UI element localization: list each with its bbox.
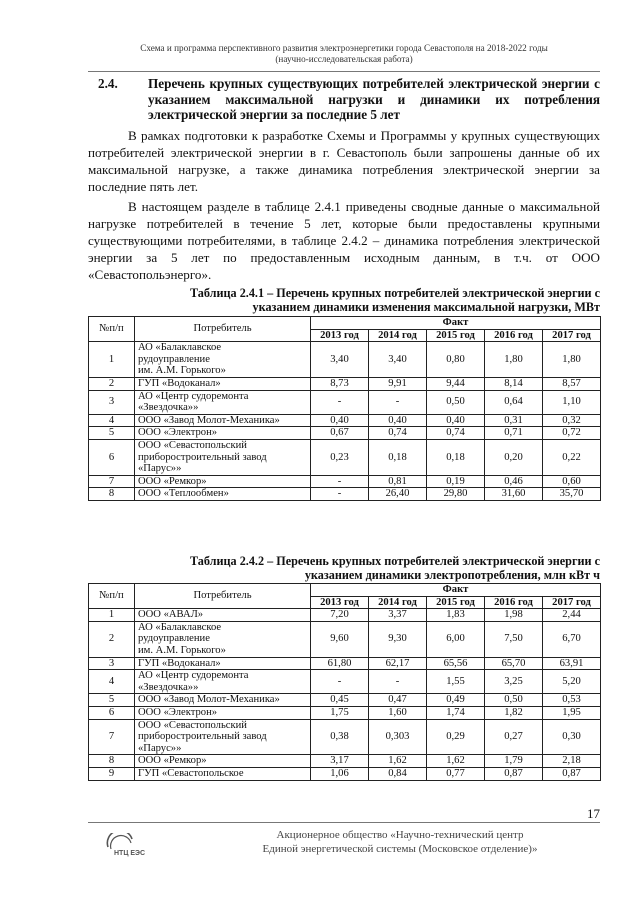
consumer-name [135,755,311,768]
value-cell: 0,71 [485,427,543,440]
consumer-name [135,439,311,475]
value-cell: 0,31 [485,414,543,427]
row-number: 5 [89,427,135,440]
value-cell: 8,14 [485,377,543,390]
value-cell: 9,44 [427,377,485,390]
section-title: Перечень крупных существующих потребителей электрической энергии с указанием максимальной нагрузки и динамики их потребления электрической энергии за последние 5 лет [148,76,600,122]
consumer-name-line: «Парус»» [138,463,182,475]
row-number: 2 [89,377,135,390]
value-cell: 3,37 [369,609,427,622]
consumer-name-line: ООО «Теплообмен» [138,488,229,500]
consumer-name [135,694,311,707]
value-cell: 61,80 [311,657,369,670]
table2-caption [130,554,600,582]
value-cell: 1,95 [543,706,601,719]
consumer-name [135,342,311,378]
max-load-table [88,316,601,501]
header-line-1: Схема и программа перспективного развития электроэнергетики города Севастополя на 2018-2022 годы [140,43,548,53]
consumption-table [88,583,601,781]
consumer-name [135,706,311,719]
column-header-year: 2016 год [485,329,543,342]
value-cell: 2,44 [543,609,601,622]
table-row [89,719,601,755]
value-cell: 3,40 [369,342,427,378]
value-cell: 0,23 [311,439,369,475]
value-cell: - [369,390,427,414]
value-cell: 65,56 [427,657,485,670]
value-cell: 0,49 [427,694,485,707]
table-row [89,657,601,670]
column-header-year: 2015 год [427,329,485,342]
value-cell: 9,60 [311,621,369,657]
value-cell: 0,29 [427,719,485,755]
table-row [89,670,601,694]
table1-caption-line-2: указанием динамики изменения максимальной нагрузки, МВт [252,300,600,314]
consumer-name-line: ГУП «Водоканал» [138,377,221,389]
value-cell: 0,77 [427,767,485,780]
consumer-name [135,414,311,427]
column-header-year: 2013 год [311,329,369,342]
row-number: 6 [89,706,135,719]
value-cell: 1,60 [369,706,427,719]
value-cell: 5,20 [543,670,601,694]
table-row [89,767,601,780]
column-header-consumer: Потребитель [135,584,311,609]
value-cell: 7,20 [311,609,369,622]
running-header [88,43,600,65]
paragraph-tables: В настоящем разделе в таблице 2.4.1 приведены сводные данные о максимальной нагрузке потребителей в течение 5 лет, которые были предоставлены крупными существующими потребителями, в таблице 2.4.2 – динамика потребления электрической энергии за 5 лет по предоставленным исходным данным, в т.ч. от ООО «Севастопольэнерго». [88,199,600,282]
row-number: 8 [89,755,135,768]
value-cell: 1,80 [543,342,601,378]
value-cell: - [311,475,369,488]
value-cell: 0,303 [369,719,427,755]
consumer-name-line: «Звездочка»» [138,681,199,693]
row-number: 2 [89,621,135,657]
consumer-name-line: «Звездочка»» [138,402,199,414]
consumer-name-line: ООО «Севастопольский [138,719,247,731]
consumer-name [135,390,311,414]
value-cell: 29,80 [427,488,485,501]
column-header-year: 2017 год [543,329,601,342]
value-cell: 0,30 [543,719,601,755]
consumer-name-line: ООО «Ремкор» [138,755,207,767]
value-cell: 1,06 [311,767,369,780]
consumer-name-line: ООО «Ремкор» [138,475,207,487]
value-cell: - [311,670,369,694]
column-header-consumer: Потребитель [135,317,311,342]
consumer-name-line: им. А.М. Горького» [138,644,226,656]
value-cell: 1,80 [485,342,543,378]
consumer-name [135,767,311,780]
value-cell: 0,72 [543,427,601,440]
value-cell: 7,50 [485,621,543,657]
row-number: 5 [89,694,135,707]
row-number: 3 [89,390,135,414]
table-row [89,706,601,719]
table-row [89,488,601,501]
column-header-year: 2016 год [485,596,543,609]
value-cell: 0,20 [485,439,543,475]
value-cell: 63,91 [543,657,601,670]
table-row [89,414,601,427]
row-number: 8 [89,488,135,501]
value-cell: 8,73 [311,377,369,390]
row-number: 4 [89,414,135,427]
column-header-fact: Факт [311,317,601,330]
consumer-name-line: АО «Центр судоремонта [138,390,249,402]
value-cell: - [311,390,369,414]
row-number: 3 [89,657,135,670]
section-heading [88,76,600,123]
value-cell: 1,75 [311,706,369,719]
page-number: 17 [587,806,600,821]
value-cell: 3,40 [311,342,369,378]
consumer-name-line: им. А.М. Горького» [138,365,226,377]
consumer-name [135,621,311,657]
consumer-name [135,488,311,501]
value-cell: 0,46 [485,475,543,488]
value-cell: 35,70 [543,488,601,501]
value-cell: 0,19 [427,475,485,488]
table1-caption-line-1: Таблица 2.4.1 – Перечень крупных потребителей электрической энергии с [189,286,600,300]
value-cell: 0,64 [485,390,543,414]
column-header-number: №п/п [89,584,135,609]
table1-caption [130,286,600,314]
logo-text: НТЦ ЕЭС [114,850,146,857]
column-header-year: 2013 год [311,596,369,609]
value-cell: 1,98 [485,609,543,622]
value-cell: 0,45 [311,694,369,707]
table-row [89,621,601,657]
value-cell: 1,79 [485,755,543,768]
header-divider [88,71,600,72]
value-cell: 9,91 [369,377,427,390]
value-cell: 0,27 [485,719,543,755]
table2-caption-line-1: Таблица 2.4.2 – Перечень крупных потребителей электрической энергии с [189,554,600,568]
column-header-year: 2015 год [427,596,485,609]
column-header-fact: Факт [311,584,601,597]
value-cell: 1,55 [427,670,485,694]
table-row [89,694,601,707]
value-cell: 0,38 [311,719,369,755]
value-cell: 0,18 [427,439,485,475]
value-cell: 31,60 [485,488,543,501]
value-cell: 1,83 [427,609,485,622]
company-logo-icon [104,833,160,861]
value-cell: - [311,488,369,501]
consumer-name [135,475,311,488]
value-cell: 9,30 [369,621,427,657]
value-cell: 3,25 [485,670,543,694]
consumer-name-line: АО «Балаклавское [138,621,222,633]
value-cell: 0,50 [485,694,543,707]
consumer-name-line: «Парус»» [138,742,182,754]
consumer-name [135,719,311,755]
consumer-name [135,427,311,440]
value-cell: 0,60 [543,475,601,488]
column-header-year: 2014 год [369,329,427,342]
table2-caption-line-2: указанием динамики электропотребления, млн кВт ч [304,568,600,582]
value-cell: 62,17 [369,657,427,670]
row-number: 4 [89,670,135,694]
value-cell: 0,87 [543,767,601,780]
value-cell: 0,50 [427,390,485,414]
consumer-name-line: ООО «Электрон» [138,706,218,718]
footer-line-2: Единой энергетической системы (Московское отделение)» [262,843,538,855]
consumer-name [135,377,311,390]
consumer-name-line: рудоуправление [138,353,210,365]
value-cell: 0,18 [369,439,427,475]
row-number: 7 [89,475,135,488]
row-number: 9 [89,767,135,780]
consumer-name-line: АО «Балаклавское [138,342,222,354]
value-cell: 0,22 [543,439,601,475]
value-cell: 0,47 [369,694,427,707]
paragraph-intro: В рамках подготовки к разработке Схемы и Программы у крупных существующих потребителей электрической энергии в г. Севастополь были запрошены данные об их максимальной нагрузке, а также динамика потребления электрической энергии за последние пять лет. [88,128,600,194]
consumer-name [135,609,311,622]
table-row [89,427,601,440]
value-cell: 2,18 [543,755,601,768]
value-cell: 0,80 [427,342,485,378]
consumer-name-line: рудоуправление [138,633,210,645]
column-header-number: №п/п [89,317,135,342]
consumer-name-line: ГУП «Севастопольское [138,767,244,779]
consumer-name-line: АО «Центр судоремонта [138,670,249,682]
table-row [89,377,601,390]
row-number: 6 [89,439,135,475]
row-number: 1 [89,609,135,622]
column-header-year: 2014 год [369,596,427,609]
table-row [89,390,601,414]
footer-divider [88,822,600,823]
value-cell: 0,74 [427,427,485,440]
table-row [89,342,601,378]
value-cell: 6,70 [543,621,601,657]
value-cell: 1,62 [369,755,427,768]
section-number: 2.4. [98,76,118,91]
logo-arc-inner [111,836,131,849]
value-cell: 0,40 [369,414,427,427]
value-cell: 1,10 [543,390,601,414]
consumer-name-line: ООО «Завод Молот-Механика» [138,694,280,706]
footer [200,828,600,856]
value-cell: 0,84 [369,767,427,780]
consumer-name-line: ООО «Севастопольский [138,439,247,451]
consumer-name-line: ООО «Завод Молот-Механика» [138,414,280,426]
value-cell: 0,67 [311,427,369,440]
value-cell: 0,53 [543,694,601,707]
value-cell: 8,57 [543,377,601,390]
footer-line-1: Акционерное общество «Научно-технический центр [276,829,524,841]
consumer-name-line: приборостроительный завод [138,731,267,743]
value-cell: 1,82 [485,706,543,719]
value-cell: 1,62 [427,755,485,768]
table-row [89,755,601,768]
table-row [89,439,601,475]
row-number: 1 [89,342,135,378]
value-cell: 1,74 [427,706,485,719]
consumer-name-line: ООО «Электрон» [138,427,218,439]
consumer-name-line: ООО «АВАЛ» [138,609,204,621]
value-cell: 3,17 [311,755,369,768]
value-cell: 0,40 [427,414,485,427]
value-cell: 0,32 [543,414,601,427]
value-cell: 0,40 [311,414,369,427]
value-cell: 6,00 [427,621,485,657]
header-line-2: (научно-исследовательская работа) [275,54,413,64]
consumer-name-line: приборостроительный завод [138,451,267,463]
consumer-name [135,670,311,694]
value-cell: - [369,670,427,694]
value-cell: 65,70 [485,657,543,670]
consumer-name-line: ГУП «Водоканал» [138,657,221,669]
table-row [89,475,601,488]
table-row [89,609,601,622]
value-cell: 26,40 [369,488,427,501]
value-cell: 0,74 [369,427,427,440]
consumer-name [135,657,311,670]
row-number: 7 [89,719,135,755]
value-cell: 0,81 [369,475,427,488]
column-header-year: 2017 год [543,596,601,609]
value-cell: 0,87 [485,767,543,780]
